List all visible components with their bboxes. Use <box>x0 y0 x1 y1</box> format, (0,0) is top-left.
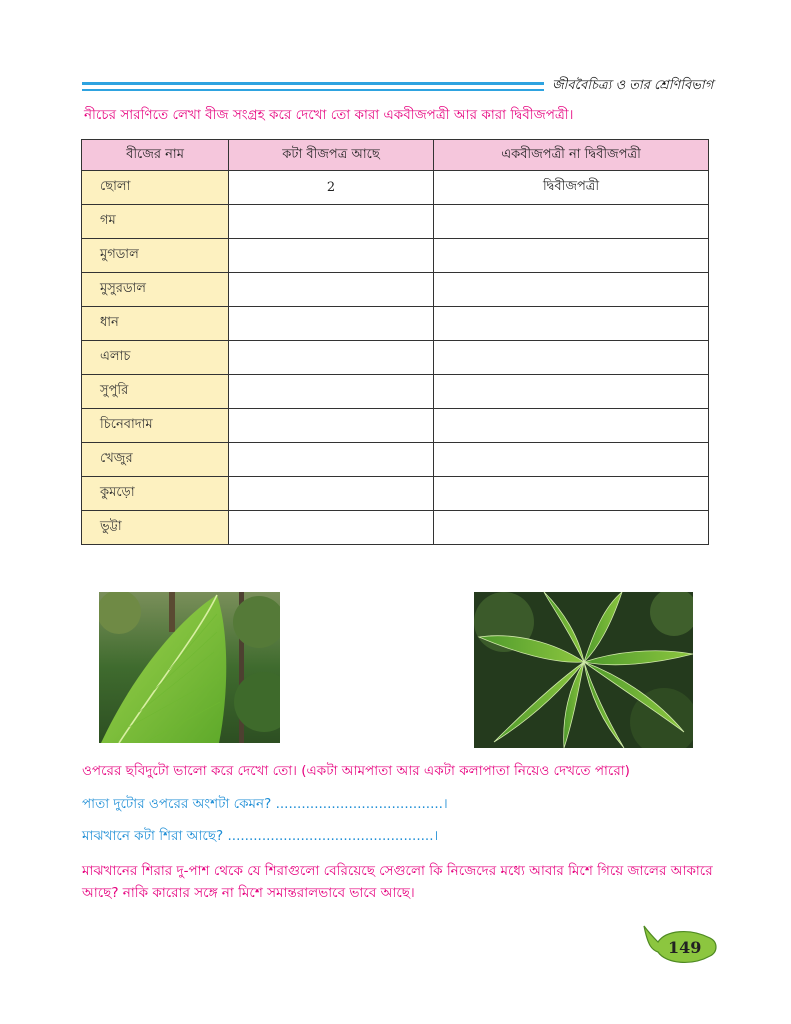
mono-or-dicot-cell[interactable] <box>434 273 709 307</box>
running-header-title: জীববৈচিত্র্য ও তার শ্রেণিবিভাগ <box>552 78 714 93</box>
mono-or-dicot-cell[interactable] <box>434 205 709 239</box>
table-row <box>82 409 709 443</box>
table-row <box>82 239 709 273</box>
col-header-seed-name: বীজের নাম <box>82 140 229 171</box>
page-number: 149 <box>668 938 702 957</box>
header-rule-bottom <box>82 89 544 91</box>
mono-or-dicot-cell[interactable] <box>434 443 709 477</box>
col-header-cotyledon-count: কটা বীজপত্র আছে <box>229 140 434 171</box>
question-venation-line2: আছে? নাকি কারোর সঙ্গে না মিশে সমান্তরালভাবে ভাবে আছে। <box>82 885 415 901</box>
cotyledon-count-cell[interactable] <box>229 307 434 341</box>
mono-or-dicot-cell[interactable] <box>434 375 709 409</box>
answer-blank-midrib-count[interactable]: ................................................। <box>227 828 439 844</box>
cotyledon-count-cell[interactable] <box>229 511 434 545</box>
cotyledon-count-cell[interactable] <box>229 341 434 375</box>
cotyledon-count-cell[interactable] <box>229 443 434 477</box>
table-row <box>82 205 709 239</box>
table-row <box>82 477 709 511</box>
mono-or-dicot-cell[interactable] <box>434 477 709 511</box>
mono-or-dicot-cell[interactable] <box>434 341 709 375</box>
table-row <box>82 443 709 477</box>
seed-name-cell: ধান <box>82 307 229 341</box>
table-row <box>82 341 709 375</box>
question-leaf-tip <box>82 793 448 816</box>
mono-or-dicot-cell[interactable] <box>434 409 709 443</box>
cotyledon-count-cell[interactable] <box>229 273 434 307</box>
seed-name-cell: ছোলা <box>82 171 229 205</box>
cotyledon-count-cell[interactable] <box>229 239 434 273</box>
mango-leaf-image <box>474 592 693 748</box>
mono-or-dicot-cell[interactable] <box>434 307 709 341</box>
seed-name-cell: কুমড়ো <box>82 477 229 511</box>
mono-or-dicot-cell[interactable]: দ্বিবীজপত্রী <box>434 171 709 205</box>
seed-name-cell: মুগডাল <box>82 239 229 273</box>
seed-name-cell: গম <box>82 205 229 239</box>
cotyledon-count-cell[interactable] <box>229 375 434 409</box>
header-rule-top <box>82 82 544 85</box>
seed-name-cell: ভুট্টা <box>82 511 229 545</box>
banana-leaf-image <box>99 592 280 743</box>
question-midrib-count <box>82 825 438 848</box>
question-venation-line1: মাঝখানের শিরার দু-পাশ থেকে যে শিরাগুলো বেরিয়েছে সেগুলো কি নিজেদের মধ্যে আবার মিশে গিয়ে জালের আকারে <box>82 863 713 879</box>
seed-name-cell: এলাচ <box>82 341 229 375</box>
question-midrib-count-text: মাঝখানে কটা শিরা আছে? <box>82 828 224 844</box>
mango-leaf-photo <box>474 592 693 748</box>
question-leaf-tip-text: পাতা দুটোর ওপরের অংশটা কেমন? <box>82 796 272 812</box>
table-instruction: নীচের সারণিতে লেখা বীজ সংগ্রহ করে দেখো তো কারা একবীজপত্রী আর কারা দ্বিবীজপত্রী। <box>84 107 574 123</box>
table-row <box>82 171 709 205</box>
mono-or-dicot-cell[interactable] <box>434 511 709 545</box>
table-row <box>82 273 709 307</box>
col-header-mono-or-dicot: একবীজপত্রী না দ্বিবীজপত্রী <box>434 140 709 171</box>
cotyledon-count-cell[interactable] <box>229 409 434 443</box>
banana-leaf-photo <box>99 592 280 743</box>
seed-table <box>81 139 709 545</box>
seed-name-cell: চিনেবাদাম <box>82 409 229 443</box>
seed-name-cell: খেজুর <box>82 443 229 477</box>
mono-or-dicot-cell[interactable] <box>434 239 709 273</box>
question-observe-pictures: ওপরের ছবিদুটো ভালো করে দেখো তো। (একটা আমপাতা আর একটা কলাপাতা নিয়েও দেখতে পারো) <box>82 763 630 779</box>
answer-blank-leaf-tip[interactable]: .......................................। <box>275 796 448 812</box>
table-row <box>82 511 709 545</box>
table-row <box>82 307 709 341</box>
cotyledon-count-cell[interactable]: 2 <box>229 171 434 205</box>
table-row <box>82 375 709 409</box>
seed-name-cell: সুপুরি <box>82 375 229 409</box>
cotyledon-count-cell[interactable] <box>229 205 434 239</box>
seed-name-cell: মুসুরডাল <box>82 273 229 307</box>
cotyledon-count-cell[interactable] <box>229 477 434 511</box>
table-header-row <box>82 140 709 171</box>
